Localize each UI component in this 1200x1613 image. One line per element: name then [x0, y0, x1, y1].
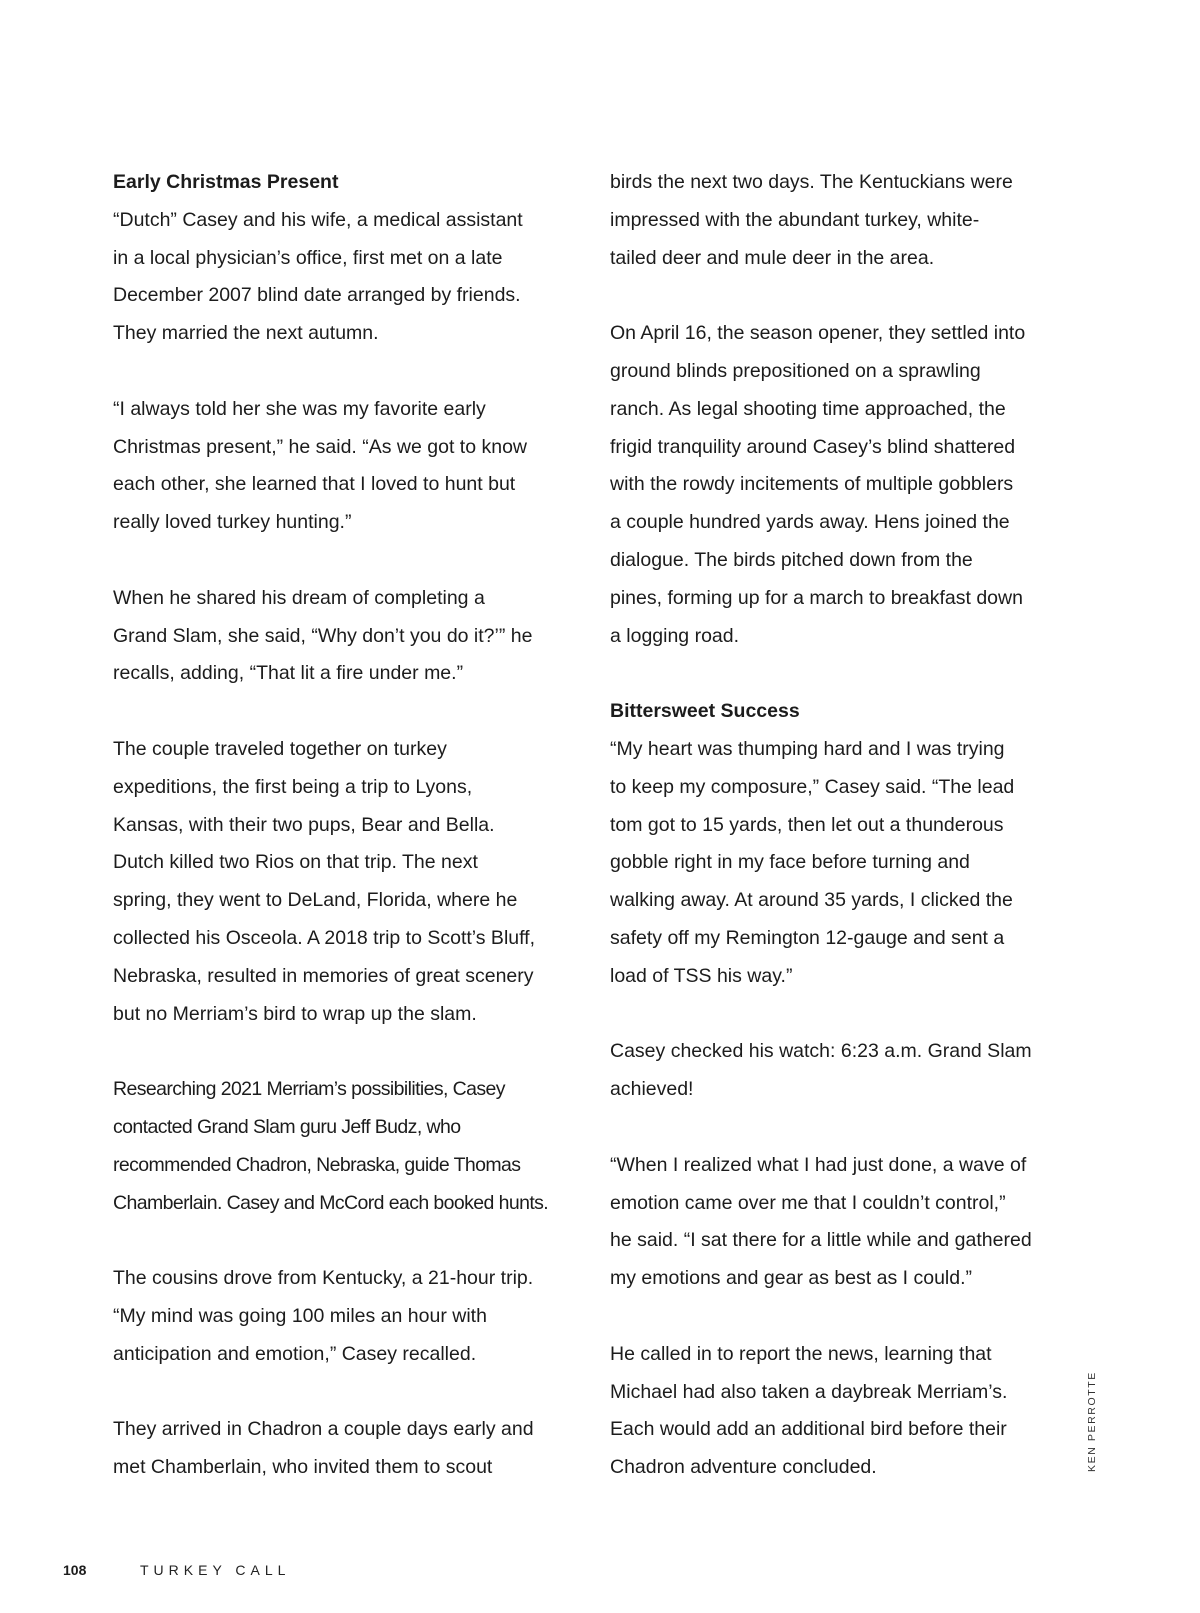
- text-line: Grand Slam, she said, “Why don’t you do it?’” he: [113, 624, 533, 647]
- text-line: Christmas present,” he said. “As we got to know: [113, 435, 528, 458]
- text-line: Kansas, with their two pups, Bear and Bella.: [113, 813, 495, 836]
- paragraph-gap: [113, 353, 575, 391]
- text-line: When he shared his dream of completing a: [113, 586, 485, 609]
- text-line: walking away. At around 35 yards, I clicked the: [610, 889, 1013, 912]
- text-line: contacted Grand Slam guru Jeff Budz, who: [113, 1115, 461, 1138]
- text-line: load of TSS his way.”: [610, 964, 793, 987]
- text-line: safety off my Remington 12-gauge and sent a: [610, 926, 1005, 949]
- text-line: dialogue. The birds pitched down from the: [610, 548, 973, 571]
- page-number: 108: [63, 1562, 87, 1578]
- text-line: anticipation and emotion,” Casey recalled.: [113, 1342, 477, 1365]
- text-line: met Chamberlain, who invited them to scout: [113, 1456, 493, 1479]
- paragraph-gap: [113, 1222, 575, 1260]
- paragraph-gap: [610, 655, 1070, 693]
- text-line: The couple traveled together on turkey: [113, 737, 447, 760]
- paragraph-gap: [610, 996, 1070, 1034]
- text-line: Researching 2021 Merriam’s possibilities, Casey: [113, 1078, 505, 1101]
- text-line: The cousins drove from Kentucky, a 21-hour trip.: [113, 1267, 534, 1290]
- text-line: ground blinds prepositioned on a sprawling: [610, 359, 981, 382]
- text-line: each other, she learned that I loved to hunt but: [113, 473, 516, 496]
- text-line: ranch. As legal shooting time approached, the: [610, 397, 1006, 420]
- text-line: in a local physician’s office, first met on a late: [113, 246, 503, 269]
- text-line: Chadron adventure concluded.: [610, 1456, 877, 1479]
- paragraph-gap: [113, 1374, 575, 1412]
- text-line: achieved!: [610, 1078, 694, 1101]
- text-line: pines, forming up for a march to breakfast down: [610, 586, 1023, 609]
- text-line: “Dutch” Casey and his wife, a medical assistant: [113, 208, 523, 231]
- photo-credit: KEN PERROTTE: [1086, 1371, 1098, 1472]
- paragraph-gap: [610, 1109, 1070, 1147]
- text-line: They arrived in Chadron a couple days early and: [113, 1418, 534, 1441]
- text-line: to keep my composure,” Casey said. “The lead: [610, 775, 1015, 798]
- text-line: spring, they went to DeLand, Florida, where he: [113, 889, 518, 912]
- text-line: December 2007 blind date arranged by friends.: [113, 284, 521, 307]
- text-line: On April 16, the season opener, they settled into: [610, 322, 1026, 345]
- text-line: Dutch killed two Rios on that trip. The next: [113, 851, 478, 874]
- text-line: but no Merriam’s bird to wrap up the slam.: [113, 1002, 477, 1025]
- text-line: my emotions and gear as best as I could.”: [610, 1267, 973, 1290]
- text-line: “When I realized what I had just done, a wave of: [610, 1153, 1027, 1176]
- text-line: really loved turkey hunting.”: [113, 511, 352, 534]
- text-line: frigid tranquility around Casey’s blind shattered: [610, 435, 1016, 458]
- text-line: he said. “I sat there for a little while and gathered: [610, 1229, 1032, 1252]
- right-text-column: [610, 164, 1070, 1487]
- paragraph-gap: [610, 277, 1070, 315]
- paragraph-gap: [113, 542, 575, 580]
- text-line: recalls, adding, “That lit a fire under me.”: [113, 662, 464, 685]
- text-line: Chamberlain. Casey and McCord each booked hunts.: [113, 1191, 549, 1214]
- text-line: emotion came over me that I couldn’t control,”: [610, 1191, 1006, 1214]
- paragraph-gap: [113, 1033, 575, 1071]
- text-line: recommended Chadron, Nebraska, guide Thomas: [113, 1153, 521, 1176]
- text-line: Nebraska, resulted in memories of great scenery: [113, 964, 534, 987]
- text-line: a couple hundred yards away. Hens joined the: [610, 511, 1010, 534]
- text-line: “My heart was thumping hard and I was trying: [610, 737, 1005, 760]
- text-line: They married the next autumn.: [113, 322, 379, 345]
- text-line: tom got to 15 yards, then let out a thunderous: [610, 813, 1004, 836]
- text-line: collected his Osceola. A 2018 trip to Scott’s Bluff,: [113, 926, 536, 949]
- text-line: tailed deer and mule deer in the area.: [610, 246, 935, 269]
- text-line: gobble right in my face before turning and: [610, 851, 970, 874]
- left-text-column: [113, 164, 575, 1487]
- text-line: Michael had also taken a daybreak Merriam’s.: [610, 1380, 1008, 1403]
- text-line: “My mind was going 100 miles an hour with: [113, 1304, 487, 1327]
- text-line: He called in to report the news, learning that: [610, 1342, 992, 1365]
- text-line: impressed with the abundant turkey, white-: [610, 208, 980, 231]
- text-line: Casey checked his watch: 6:23 a.m. Grand Slam: [610, 1040, 1032, 1063]
- magazine-name: TURKEY CALL: [140, 1562, 291, 1578]
- text-line: expeditions, the first being a trip to Lyons,: [113, 775, 473, 798]
- text-line: Each would add an additional bird before their: [610, 1418, 1007, 1441]
- section-heading: Early Christmas Present: [113, 171, 339, 193]
- paragraph-gap: [610, 1298, 1070, 1336]
- text-line: birds the next two days. The Kentuckians were: [610, 171, 1013, 193]
- text-line: with the rowdy incitements of multiple gobblers: [610, 473, 1014, 496]
- section-heading: Bittersweet Success: [610, 700, 800, 723]
- paragraph-gap: [113, 693, 575, 731]
- text-line: “I always told her she was my favorite early: [113, 397, 486, 420]
- text-line: a logging road.: [610, 624, 740, 647]
